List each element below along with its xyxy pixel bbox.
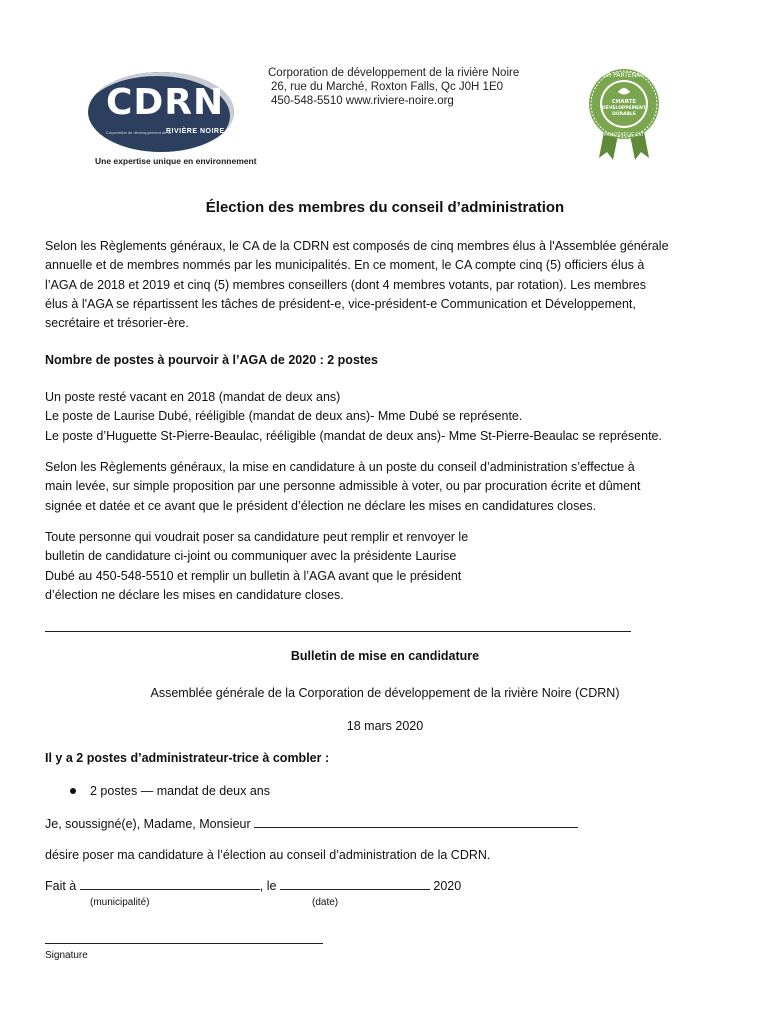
rules-paragraph (45, 458, 735, 516)
le-label: , le (259, 879, 277, 893)
rules-line: Selon les Règlements généraux, la mise en candidature à un poste du conseil d’administration s’effectue à (45, 460, 635, 474)
page-title: Élection des membres du conseil d’administration (205, 199, 565, 216)
badge-arc-bottom: MONTÉRÉGIE EST (604, 133, 644, 138)
address-line: Corporation de développement de la rivière Noire (268, 67, 520, 79)
intro-paragraph (45, 237, 735, 333)
intro-line: annuelle et de membres nommés par les municipalités. En ce moment, le CA compte cinq (5) officiers élus à (45, 258, 645, 273)
assembly-date: 18 mars 2020 (346, 719, 424, 733)
assembly-line: Assemblée générale de la Corporation de développement de la rivière Noire (CDRN) (150, 686, 620, 700)
intro-line: secrétaire et trésorier-ère. (45, 316, 189, 331)
signer-row (45, 815, 735, 834)
contact-line: Toute personne qui voudrait poser sa candidature peut remplir et renvoyer le (45, 530, 469, 544)
municipality-field[interactable] (80, 877, 260, 890)
logo-tagline: Une expertise unique en environnement (95, 156, 257, 166)
year-text: 2020 (433, 879, 462, 893)
form-heading: Bulletin de mise en candidature (290, 649, 480, 663)
signature-field[interactable] (45, 943, 323, 944)
address-block (268, 66, 519, 108)
charter-badge-icon (583, 68, 665, 164)
bullet-text: 2 postes — mandat de deux ans (90, 784, 270, 798)
bullet-icon (70, 788, 76, 794)
badge-line1: CHARTE (611, 99, 637, 105)
logo-subtext: RIVIÈRE NOIRE (166, 128, 225, 135)
contact-line: Dubé au 450-548-5510 et remplir un bulletin à l’AGA avant que le président (45, 568, 462, 583)
contact-line: d’élection ne déclare les mises en candidature closes. (45, 587, 344, 602)
cdrn-logo (88, 66, 238, 166)
signature-caption: Signature (45, 950, 88, 961)
municipality-caption: (municipalité) (90, 897, 150, 908)
intro-line: élus à l'AGA se répartissent les tâches de président-e, vice-président-e Communication et Développement, (45, 296, 636, 311)
intro-line: Selon les Règlements généraux, le CA de la CDRN est composés de cinq membres élus à l'Assemblée générale (45, 239, 669, 253)
contact-line: bulletin de candidature ci-joint ou communiquer avec la présidente Laurise (45, 549, 457, 564)
place-date-row (45, 877, 735, 896)
bullet-item (70, 782, 760, 801)
badge-line2: DÉVELOPPEMENT (602, 106, 646, 111)
address-line: 450-548-5510 www.riviere-noire.org (271, 95, 454, 107)
signer-name-field[interactable] (254, 815, 578, 828)
section-divider (45, 631, 631, 632)
desire-line: désire poser ma candidature à l’élection au conseil d’administration de la CDRN. (45, 848, 491, 862)
logo-small-text: Corporation de développement de la (106, 130, 171, 135)
address-line: 26, rue du Marché, Roxton Falls, Qc J0H 1E0 (271, 81, 504, 93)
post-item: Le poste de Laurise Dubé, rééligible (mandat de deux ans)- Mme Dubé se représente. (45, 409, 523, 424)
date-field[interactable] (280, 877, 430, 890)
badge-arc-top: FIER PARTENAIRE (598, 72, 650, 79)
date-caption: (date) (312, 897, 339, 908)
post-item: Un poste resté vacant en 2018 (mandat de deux ans) (45, 390, 341, 404)
post-item: Le poste d’Huguette St-Pierre-Beaulac, rééligible (mandat de deux ans)- Mme St-Pierre-Beaulac se représente. (45, 428, 662, 443)
rules-line: main levée, sur simple proposition par une personne admissible à voter, ou par procuration écrite et dûment (45, 479, 641, 494)
rules-line: signée et datée et ce avant que le président d’élection ne déclare les mises en candidatures closes. (45, 498, 597, 513)
fait-label: Fait à (45, 879, 77, 893)
badge-line3: DURABLE (612, 112, 636, 117)
signer-label: Je, soussigné(e), Madame, Monsieur (45, 817, 251, 831)
logo-text: CDRN (106, 82, 225, 123)
posts-list (45, 388, 735, 446)
posts-heading: Nombre de postes à pourvoir à l’AGA de 2020 : 2 postes (45, 353, 378, 367)
intro-line: l’AGA de 2018 et 2019 et cinq (5) membres conseillers (dont 4 membres votants, par rotation). Les membres (45, 277, 646, 292)
admin-heading: Il y a 2 postes d’administrateur-trice à combler : (45, 751, 330, 765)
contact-paragraph (45, 528, 735, 605)
